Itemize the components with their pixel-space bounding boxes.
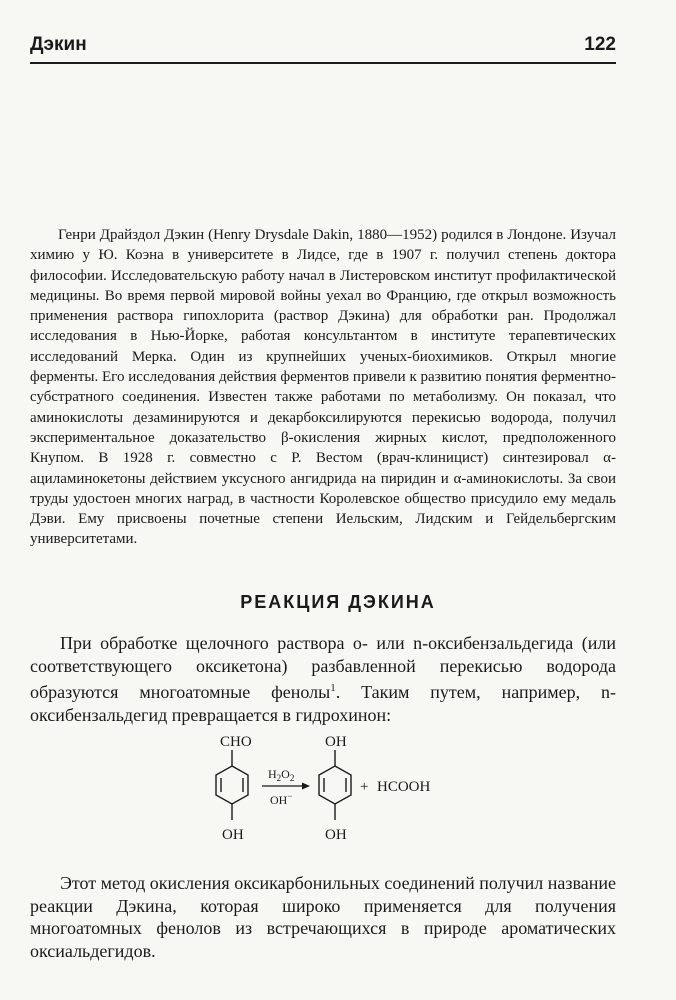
reactant-top-group: CHO: [220, 734, 252, 750]
footnote-mark: 1: [330, 682, 336, 694]
product-bottom-group: OH: [325, 827, 347, 843]
running-head-name: Дэкин: [30, 34, 87, 55]
reactant-bottom-group: OH: [222, 827, 244, 843]
reaction-scheme: [200, 728, 460, 848]
intro-text-1: При обработке щелочного раствора о- или n-оксибензальдегида (или соответствующего оксикетона) разбавленной перекисью водорода образуются многоатомные фенолы: [30, 633, 616, 702]
section-title: РЕАКЦИЯ ДЭКИНА: [240, 592, 436, 612]
reagent-below: OH−: [270, 791, 293, 807]
product-structure: [319, 750, 351, 820]
intro-paragraph: [30, 632, 616, 726]
biography-paragraph: Генри Драйздол Дэкин (Henry Drysdale Dakin, 1880—1952) родился в Лондоне. Изучал химию у Ю. Коэна в университете в Лидсе, где в 1907 г. получил степень доктора философии. Исследовательскую работу начал в Листеровском институт профилактической медицины. Во время первой мировой войны уехал во Францию, где открыл возможность применения раствора гипохлорита (раствор Дэкина) для обработки ран. Продолжал исследования в Нью-Йорке, работая консультантом в институте терапевтических исследований Мерка. Один из крупнейших ученых-биохимиков. Открыл многие ферменты. Его исследования действия ферментов привели к развитию понятия ферментно-субстратного соединения. Известен также работами по метаболизму. Он показал, что аминокислоты дезаминируются и декарбоксилируются перекисью водорода, получил экспериментальное доказательство β-окисления жирных кислот, предположенного Кнупом. В 1928 г. совместно с Р. Вестом (врач-клиницист) синтезировал α-ациламинокетоны действием уксусного ангидрида на пиридин и α-аминокислоты. За свои труды удостоен многих наград, в частности Королевское общество присудило ему медаль Дэви. Ему присвоены почетные степени Иельским, Лидским и Гейдельбергским университетами.: [30, 227, 616, 548]
reactant-structure: [216, 750, 248, 820]
reagent-above: $H_2O_2$: [268, 767, 295, 783]
header-rule: [30, 62, 616, 64]
conclusion-paragraph: Этот метод окисления оксикарбонильных соединений получил название реакции Дэкина, которая широко применяется для получения многоатомных фенолов из встречающихся в природе ароматических оксиальдегидов.: [30, 873, 616, 961]
intro-text-2: . Таким путем, например, n-оксибензальдегид превращается в гидрохинон:: [30, 682, 616, 725]
plus-sign: +: [360, 779, 369, 795]
page-number: 122: [584, 34, 616, 55]
reaction-arrow-head: [302, 783, 310, 790]
page-header: [30, 34, 616, 64]
product-top-group: OH: [325, 734, 347, 750]
byproduct-formula: HCOOH: [377, 779, 431, 795]
